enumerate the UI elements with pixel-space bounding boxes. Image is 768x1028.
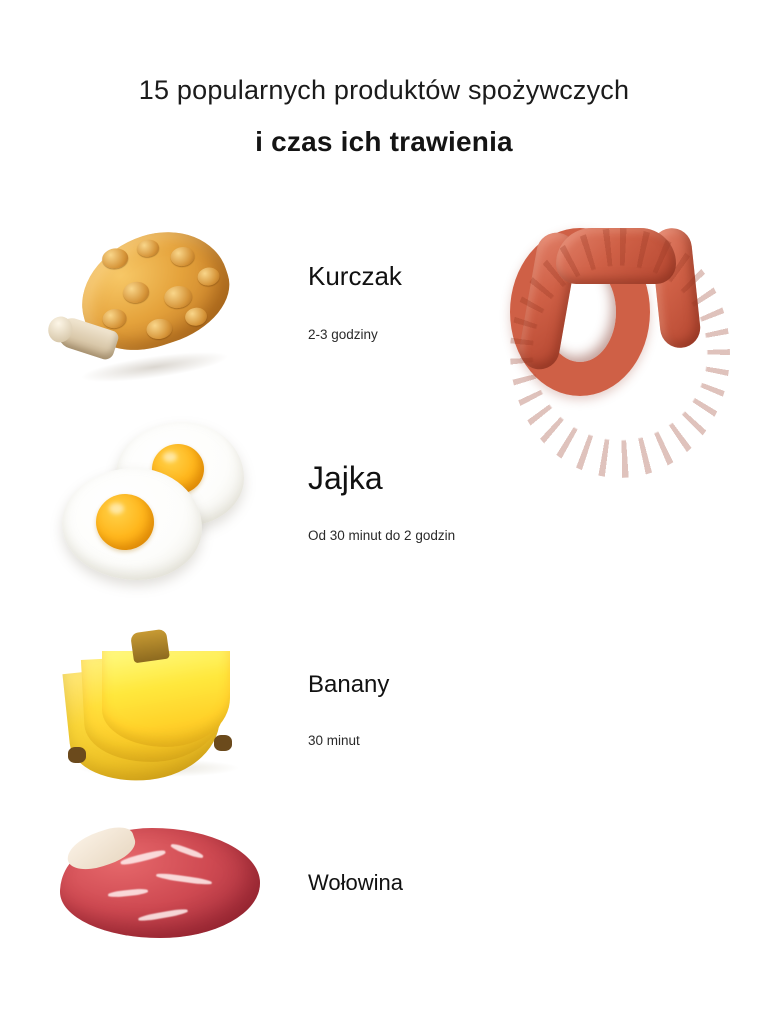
egg-yolk — [96, 494, 154, 550]
food-text-block — [308, 605, 568, 748]
food-digestion-time: 2-3 godziny — [308, 326, 378, 342]
banana-stem — [130, 628, 170, 663]
banana-tip — [214, 735, 232, 751]
food-digestion-time: 30 minut — [308, 732, 360, 748]
food-text-block — [308, 400, 568, 543]
food-image-beef — [38, 828, 258, 1028]
banana-tip — [68, 747, 86, 763]
food-image-chicken — [38, 207, 258, 407]
raw-beef-icon — [60, 828, 270, 948]
food-list — [0, 195, 768, 1015]
title-line-1: 15 popularnych produktów spożywczych — [138, 75, 630, 105]
food-text-block — [308, 195, 568, 342]
list-item — [0, 810, 768, 1015]
fried-eggs-icon — [56, 420, 256, 585]
list-item — [0, 195, 768, 400]
food-text-block — [308, 810, 568, 900]
list-item — [0, 400, 768, 605]
banana-bunch-icon — [58, 629, 258, 789]
fried-chicken-icon — [36, 220, 251, 406]
egg-front — [62, 468, 202, 580]
food-image-eggs — [38, 410, 258, 610]
title-line-2: i czas ich trawienia — [255, 125, 513, 157]
list-item — [0, 605, 768, 810]
food-name: Kurczak — [308, 260, 402, 291]
food-digestion-time: Od 30 minut do 2 godzin — [308, 527, 456, 543]
food-image-bananas — [38, 623, 258, 823]
page-title — [0, 0, 768, 159]
food-name: Jajka — [308, 459, 383, 496]
banana — [102, 651, 230, 747]
food-name: Wołowina — [308, 869, 403, 895]
food-name: Banany — [308, 670, 390, 698]
